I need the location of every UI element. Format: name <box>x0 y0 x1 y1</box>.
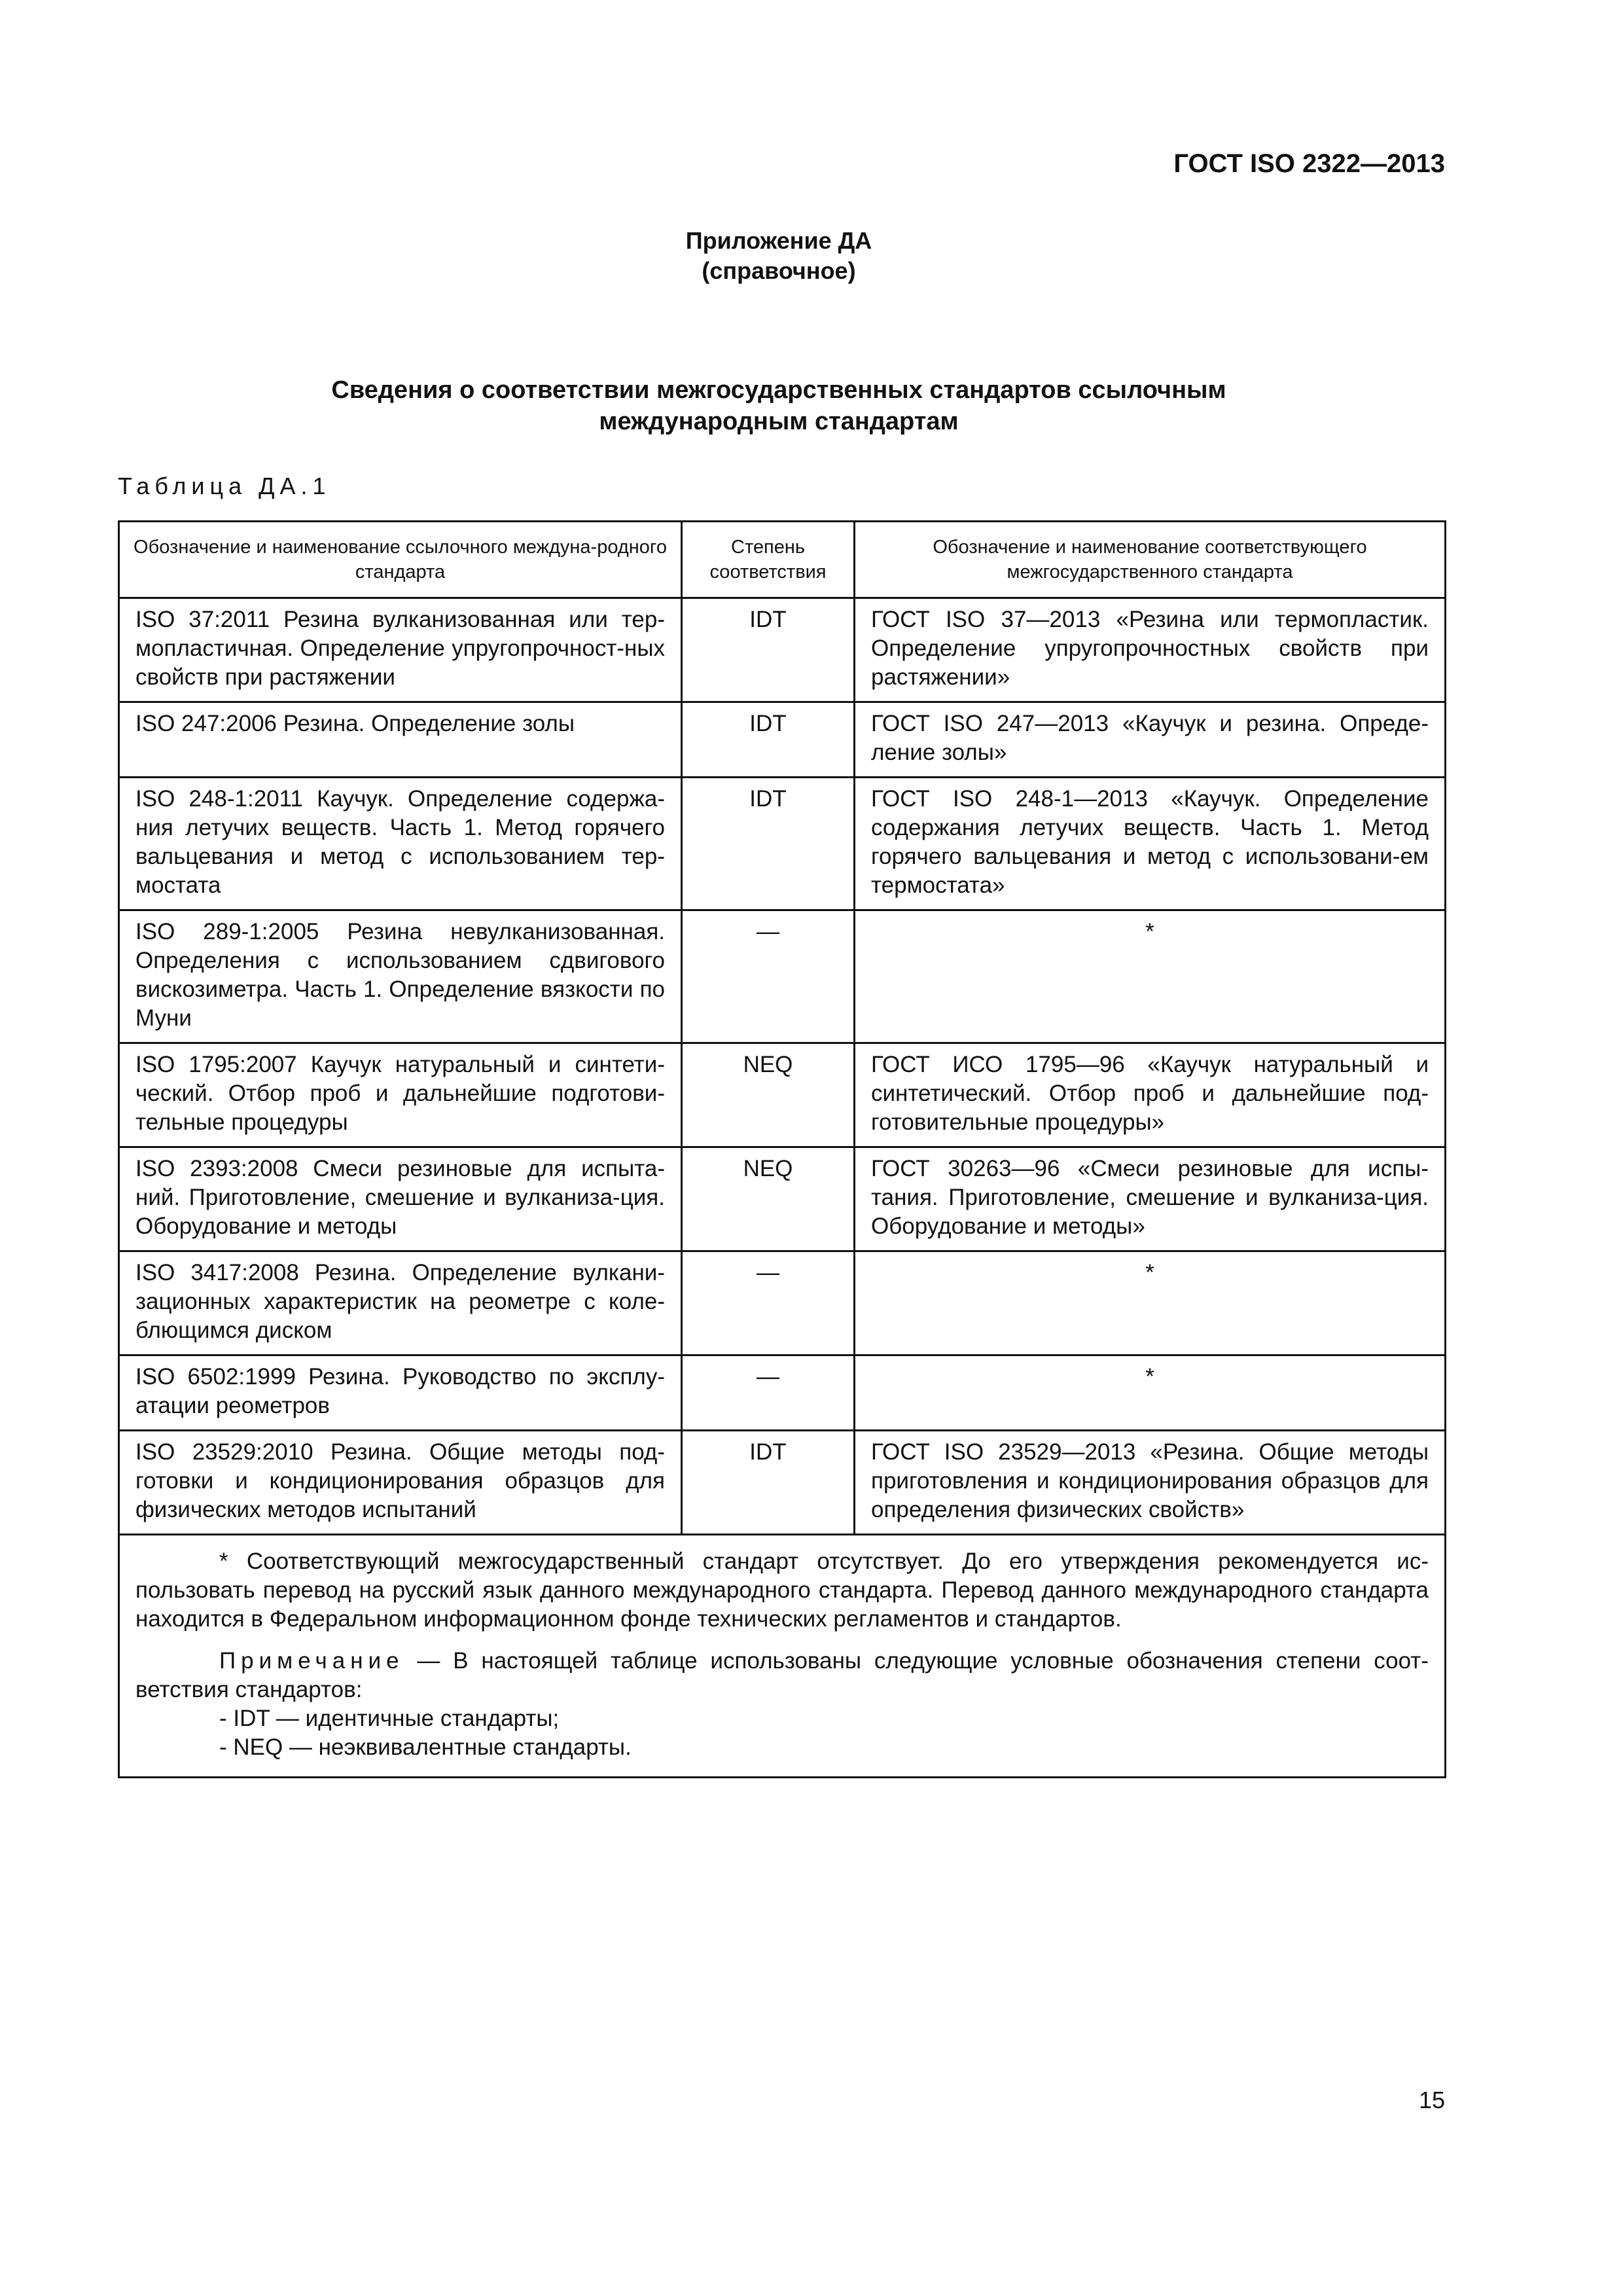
table-header-row <box>119 522 1446 598</box>
reference-standard-cell: ISO 2393:2008 Смеси резиновые для испыта-ний. Приготовление, смешение и вулканиза-ция. Оборудование и методы <box>119 1147 682 1251</box>
reference-standard-cell: ISO 6502:1999 Резина. Руководство по эксплу-атации реометров <box>119 1355 682 1431</box>
table-row <box>119 598 1446 702</box>
interstate-standard-cell: ГОСТ ИСО 1795—96 «Каучук натуральный и синтетический. Отбор проб и дальнейшие под-готовительные процедуры» <box>855 1043 1446 1147</box>
interstate-standard-cell: * <box>855 1251 1446 1355</box>
note-list-item: - IDT — идентичные стандарты; <box>219 1706 560 1731</box>
standards-correspondence-table <box>118 520 1446 1778</box>
table-row <box>119 1147 1446 1251</box>
reference-standard-cell: ISO 289-1:2005 Резина невулканизованная. Определения с использованием сдвигового вискозиметра. Часть 1. Определение вязкости по Муни <box>119 910 682 1043</box>
note-list-item: - NEQ — неэквивалентные стандарты. <box>219 1734 632 1760</box>
reference-standard-cell: ISO 23529:2010 Резина. Общие методы под-готовки и кондиционирования образцов для физических методов испытаний <box>119 1431 682 1535</box>
column-header-reference-standard: Обозначение и наименование ссылочного междуна-родного стандарта <box>119 522 682 598</box>
note-list <box>135 1704 1429 1762</box>
table-footnote-row <box>119 1535 1446 1778</box>
degree-cell: — <box>682 910 855 1043</box>
section-heading-line-2: международным стандартам <box>599 408 959 435</box>
reference-standard-cell: ISO 3417:2008 Резина. Определение вулкани-зационных характеристик на реометре с коле-блющимся диском <box>119 1251 682 1355</box>
column-header-interstate-standard: Обозначение и наименование соответствующего межгосударственного стандарта <box>855 522 1446 598</box>
reference-standard-cell: ISO 1795:2007 Каучук натуральный и синтети-ческий. Отбор проб и дальнейшие подготови-тельные процедуры <box>119 1043 682 1147</box>
degree-cell: NEQ <box>682 1043 855 1147</box>
degree-cell: IDT <box>682 778 855 910</box>
table-row <box>119 910 1446 1043</box>
page-number: 15 <box>1418 2087 1445 2113</box>
table-row <box>119 702 1446 778</box>
appendix-subtitle: (справочное) <box>702 257 856 284</box>
interstate-standard-cell: * <box>855 1355 1446 1431</box>
interstate-standard-cell: ГОСТ ISO 247—2013 «Каучук и резина. Опреде-ление золы» <box>855 702 1446 778</box>
note-text: — В настоящей таблице использованы следующие условные обозначения степени соот-ветствия стандартов: <box>135 1648 1429 1702</box>
note-label: Примечание <box>219 1648 404 1674</box>
table-row <box>119 778 1446 910</box>
appendix-heading <box>0 226 1558 286</box>
document-code: ГОСТ ISO 2322—2013 <box>1173 149 1445 178</box>
interstate-standard-cell: ГОСТ ISO 248-1—2013 «Каучук. Определение содержания летучих веществ. Часть 1. Метод горячего вальцевания и метод с использовани-ем термостата» <box>855 778 1446 910</box>
column-header-degree: Степень соответствия <box>682 522 855 598</box>
degree-cell: IDT <box>682 598 855 702</box>
degree-cell: IDT <box>682 1431 855 1535</box>
interstate-standard-cell: ГОСТ 30263—96 «Смеси резиновые для испы-тания. Приготовление, смешение и вулканиза-ция. Оборудование и методы» <box>855 1147 1446 1251</box>
appendix-title: Приложение ДА <box>685 227 872 254</box>
interstate-standard-cell: ГОСТ ISO 23529—2013 «Резина. Общие методы приготовления и кондиционирования образцов для определения физических свойств» <box>855 1431 1446 1535</box>
table-row <box>119 1355 1446 1431</box>
reference-standard-cell: ISO 248-1:2011 Каучук. Определение содержа-ния летучих веществ. Часть 1. Метод горячего вальцевания и метод с использованием тер-мостата <box>119 778 682 910</box>
table-row <box>119 1251 1446 1355</box>
table-label: Таблица ДА.1 <box>118 473 331 499</box>
degree-cell: — <box>682 1355 855 1431</box>
section-heading <box>0 374 1558 437</box>
interstate-standard-cell: * <box>855 910 1446 1043</box>
degree-cell: IDT <box>682 702 855 778</box>
table-footnote <box>119 1535 1446 1778</box>
section-heading-line-1: Сведения о соответствии межгосударственных стандартов ссылочным <box>331 376 1226 404</box>
degree-cell: NEQ <box>682 1147 855 1251</box>
table-row <box>119 1431 1446 1535</box>
interstate-standard-cell: ГОСТ ISO 37—2013 «Резина или термопластик. Определение упругопрочностных свойств при растяжении» <box>855 598 1446 702</box>
reference-standard-cell: ISO 37:2011 Резина вулканизованная или тер-мопластичная. Определение упругопрочност-ных свойств при растяжении <box>119 598 682 702</box>
degree-cell: — <box>682 1251 855 1355</box>
note-paragraph <box>135 1647 1429 1704</box>
reference-standard-cell: ISO 247:2006 Резина. Определение золы <box>119 702 682 778</box>
table-row <box>119 1043 1446 1147</box>
footnote-text: * Соответствующий межгосударственный стандарт отсутствует. До его утверждения рекомендуется ис-пользовать перевод на русский язык данного международного стандарта. Перевод данного международного стандарта находится в Федеральном информационном фонде технических регламентов и стандартов. <box>135 1549 1429 1632</box>
